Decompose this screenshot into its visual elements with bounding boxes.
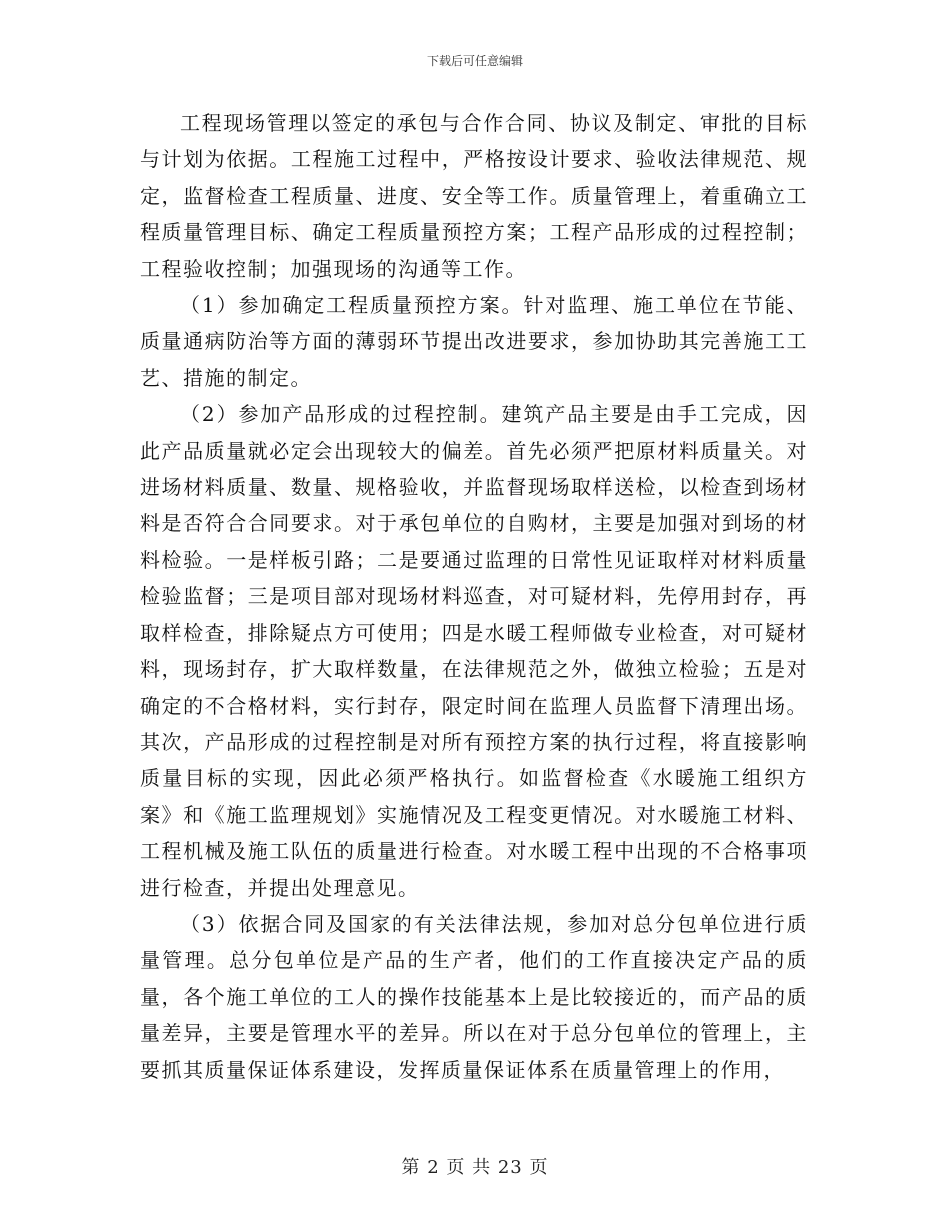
paragraph-item-2: （2）参加产品形成的过程控制。建筑产品主要是由手工完成，因此产品质量就必定会出现较大的偏差。首先必须严把原材料质量关。对进场材料质量、数量、规格验收，并监督现场取样送检，以检查到场材料是否符合合同要求。对于承包单位的自购材，主要是加强对到场的材料检验。一是样板引路；二是要通过监理的日常性见证取样对材料质量检验监督；三是项目部对现场材料巡查，对可疑材料，先停用封存，再取样检查，排除疑点方可使用；四是水暖工程师做专业检查，对可疑材料，现场封存，扩大取样数量，在法律规范之外，做独立检验；五是对确定的不合格材料，实行封存，限定时间在监理人员监督下清理出场。其次，产品形成的过程控制是对所有预控方案的执行过程，将直接影响质量目标的实现，因此必须严格执行。如监督检查《水暖施工组织方案》和《施工监理规划》实施情况及工程变更情况。对水暖施工材料、工程机械及施工队伍的质量进行检查。对水暖工程中出现的不合格事项进行检查，并提出处理意见。 [140, 402, 808, 900]
download-edit-note: 下载后可任意编辑 [426, 54, 523, 68]
paragraph-intro: 工程现场管理以签定的承包与合作合同、协议及制定、审批的目标与计划为依据。工程施工过程中，严格按设计要求、验收法律规范、规定，监督检查工程质量、进度、安全等工作。质量管理上，着重确立工程质量管理目标、确定工程质量预控方案；工程产品形成的过程控制；工程验收控制；加强现场的沟通等工作。 [140, 111, 808, 281]
document-body [140, 105, 808, 1088]
paragraph-item-3: （3）依据合同及国家的有关法律法规，参加对总分包单位进行质量管理。总分包单位是产品的生产者，他们的工作直接决定产品的质量，各个施工单位的工人的操作技能基本上是比较接近的，而产品的质量差异，主要是管理水平的差异。所以在对于总分包单位的管理上，主要抓其质量保证体系建设，发挥质量保证体系在质量管理上的作用， [140, 911, 808, 1082]
page-number: 第 2 页 共 23 页 [401, 1157, 549, 1178]
paragraph-item-1: （1）参加确定工程质量预控方案。针对监理、施工单位在节能、质量通病防治等方面的薄弱环节提出改进要求，参加协助其完善施工工艺、措施的制定。 [140, 293, 808, 390]
